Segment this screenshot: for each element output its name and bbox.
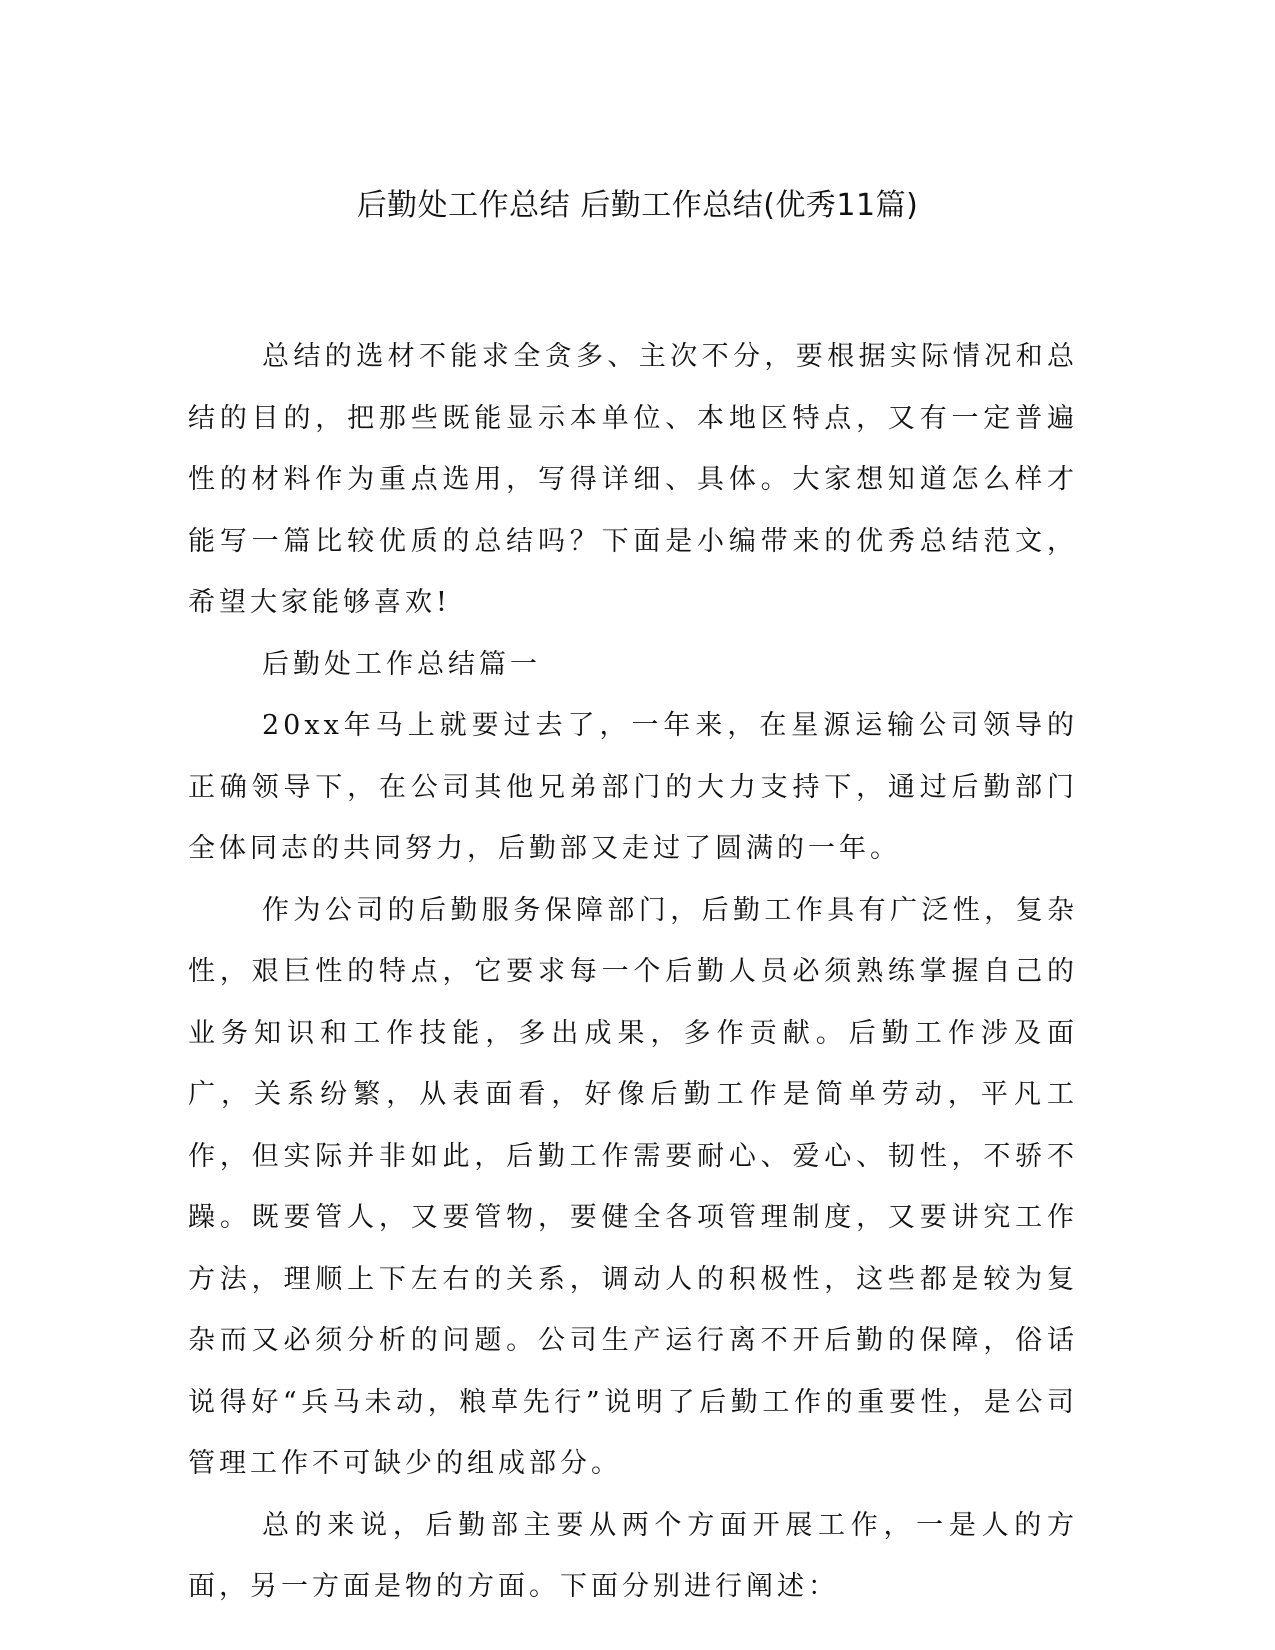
document-body xyxy=(188,326,1078,1618)
intro-paragraph: 总结的选材不能求全贪多、主次不分，要根据实际情况和总结的目的，把那些既能显示本单位、本地区特点，又有一定普遍性的材料作为重点选用，写得详细、具体。大家想知道怎么样才能写一篇比较优质的总结吗？下面是小编带来的优秀总结范文，希望大家能够喜欢! xyxy=(188,341,1078,618)
body-paragraph: 作为公司的后勤服务保障部门，后勤工作具有广泛性，复杂性，艰巨性的特点，它要求每一个后勤人员必须熟练掌握自己的业务知识和工作技能，多出成果，多作贡献。后勤工作涉及面广，关系纷繁，从表面看，好像后勤工作是简单劳动，平凡工作，但实际并非如此，后勤工作需要耐心、爱心、韧性，不骄不躁。既要管人，又要管物，要健全各项管理制度，又要讲究工作方法，理顺上下左右的关系，调动人的积极性，这些都是较为复杂而又必须分析的问题。公司生产运行离不开后勤的保障，俗话说得好“兵马未动，粮草先行”说明了后勤工作的重要性，是公司管理工作不可缺少的组成部分。 xyxy=(188,894,1078,1479)
section-heading: 后勤处工作总结篇一 xyxy=(262,648,541,680)
document-title: 后勤处工作总结 后勤工作总结(优秀11篇) xyxy=(356,188,919,223)
body-paragraph: 总的来说，后勤部主要从两个方面开展工作，一是人的方面，另一方面是物的方面。下面分别进行阐述： xyxy=(188,1509,1078,1602)
body-paragraph: 20xx年马上就要过去了，一年来，在星源运输公司领导的正确领导下，在公司其他兄弟部门的大力支持下，通过后勤部门全体同志的共同努力，后勤部又走过了圆满的一年。 xyxy=(188,710,1078,864)
